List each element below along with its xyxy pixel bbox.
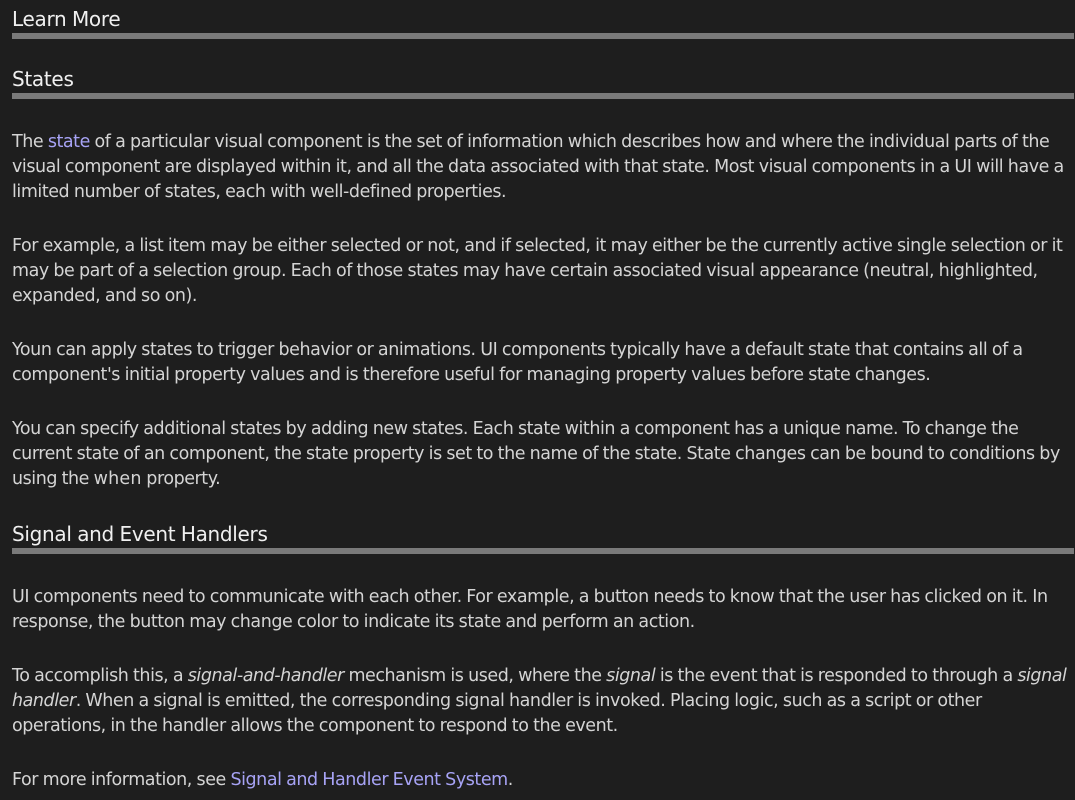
text-span: is the event that is responded to through a [655,666,1018,686]
signals-paragraph-2 [12,664,1074,739]
text-span: For more information, see [12,770,231,790]
signal-handler-event-system-link[interactable]: Signal and Handler Event System [230,770,508,790]
emphasis-signal-and-handler: signal-and-handler [187,666,344,686]
spacer [12,39,1075,66]
signals-heading: Signal and Event Handlers [12,522,268,546]
emphasis-signal-handler: signal handler [12,666,1067,711]
text-span: You can specify additional states by adding new states. Each state within a component has a unique name. To change the current state of an component, the state property is set to the name of the state. State changes can be bound to conditions by using the [12,419,1060,489]
states-divider [12,93,1074,99]
states-paragraph-1 [12,130,1074,205]
text-span: . [507,770,513,790]
states-paragraph-4 [12,417,1074,492]
text-span: of a particular visual component is the set of information which describes how and where the individual parts of the visual component are displayed within it, and all the data associated with that state. Most visual components in a UI will have a limited number of states, each with well-defined properties. [12,132,1064,202]
when-code: when [93,469,142,489]
signals-paragraph-1: UI components need to communicate with each other. For example, a button needs to know that the user has clicked on it. In response, the button may change color to indicate its state and perform an action. [12,587,1048,632]
states-paragraph-3: Youn can apply states to trigger behavior or animations. UI components typically have a default state that contains all of a component's initial property values and is therefore useful for managing property values before state changes. [12,340,1023,385]
text-span: property. [141,469,221,489]
text-span: The [12,132,48,152]
emphasis-signal: signal [606,666,656,686]
signals-paragraph-3 [12,768,1074,793]
text-span: mechanism is used, where the [343,666,607,686]
state-link[interactable]: state [47,132,90,152]
learn-more-heading: Learn More [12,7,121,31]
text-span: To accomplish this, a [12,666,188,686]
states-heading: States [12,67,74,91]
states-paragraph-2: For example, a list item may be either selected or not, and if selected, it may either be the currently active single selection or it may be part of a selection group. Each of those states may have certain associated visual appearance (neutral, highlighted, expanded, and so on). [12,236,1063,306]
text-span: . When a signal is emitted, the corresponding signal handler is invoked. Placing logic, such as a script or other operations, in the handler allows the component to respond to the event. [12,691,982,736]
signals-divider [12,548,1074,554]
